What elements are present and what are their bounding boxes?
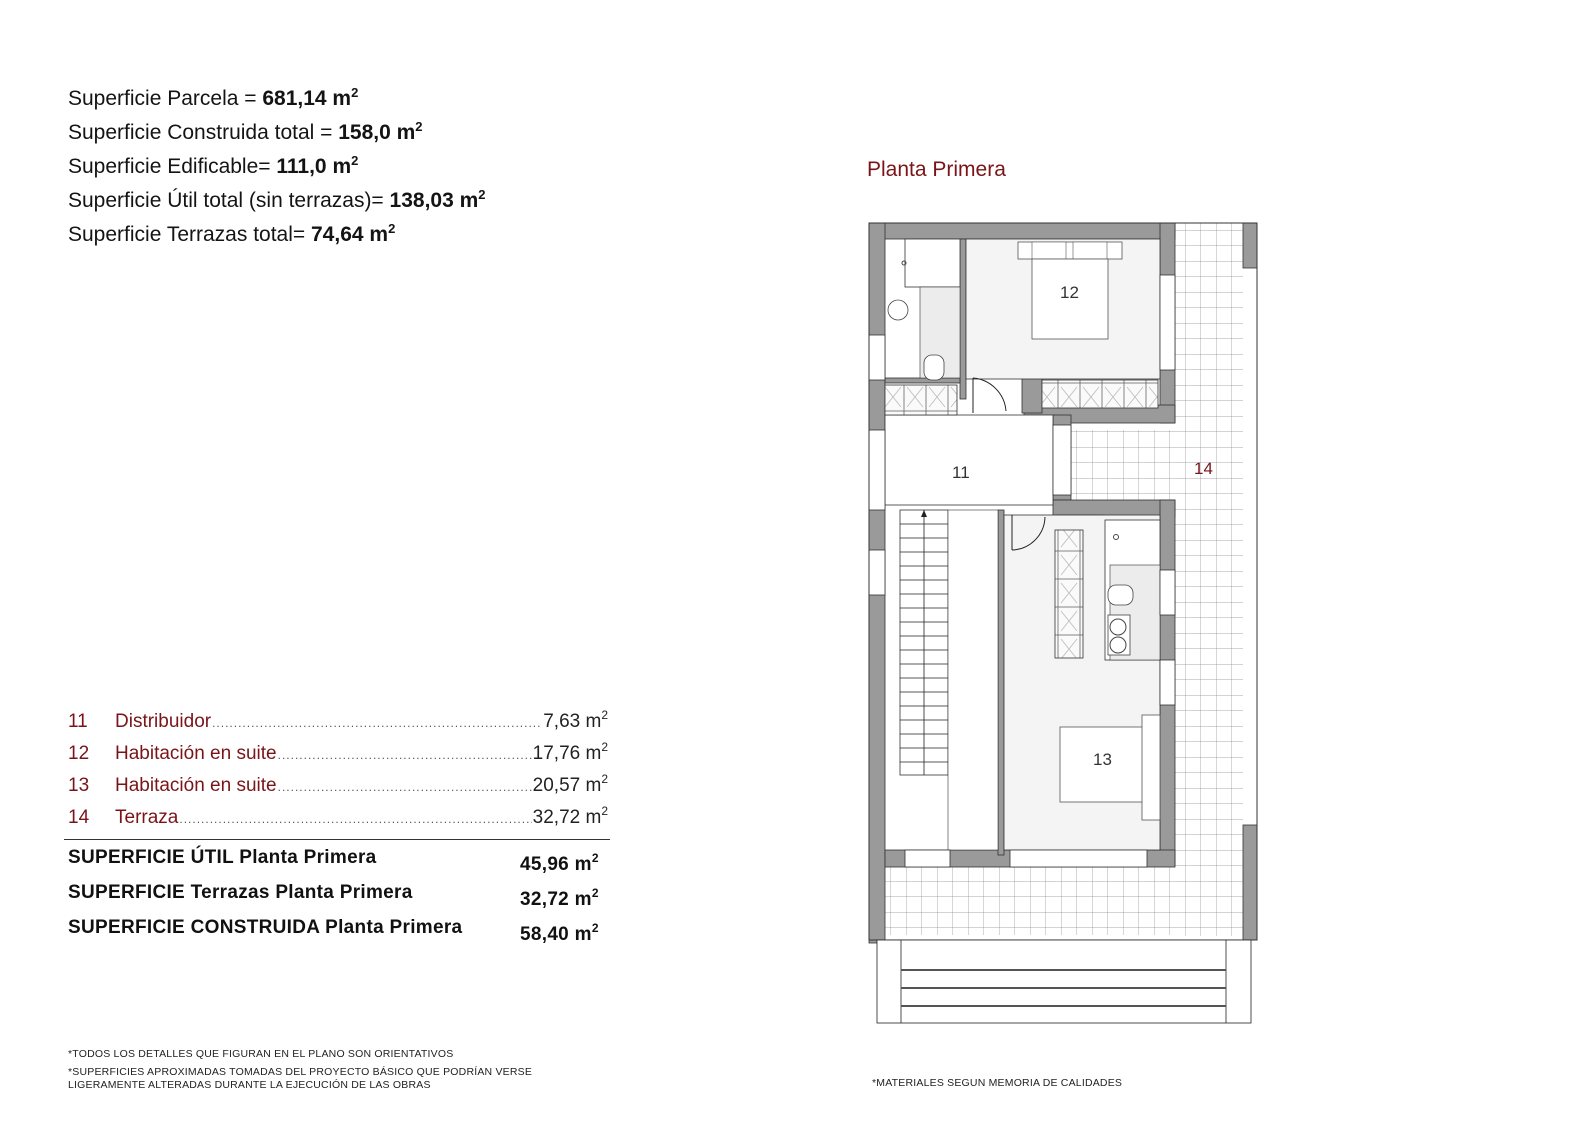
superscript: 2 [351,153,359,168]
superscript: 2 [415,119,423,134]
room-number: 12 [68,743,90,764]
superscript: 2 [388,221,396,236]
room-area [533,735,608,766]
plan-title: Planta Primera [867,158,1006,181]
superscript: 2 [601,772,608,786]
room-row [68,767,608,799]
total-value [520,915,608,950]
room-area [533,767,608,798]
summary-value: 681,14 m [262,87,352,110]
superscript: 2 [351,85,359,100]
summary-label: Superficie Terrazas total= [68,223,311,246]
terrace-tiles-east [1175,223,1243,936]
total-value [520,880,608,915]
dot-leader [212,711,542,735]
total-label: SUPERFICIE CONSTRUIDA Planta Primera [68,917,463,938]
total-row-construida [68,915,608,950]
footnote: *SUPERFICIES APROXIMADAS TOMADAS DEL PROYECTO BÁSICO QUE PODRÍAN VERSE [68,1066,533,1078]
summary-parcela [68,79,486,113]
terrace-tiles-south [885,865,1245,935]
superscript: 2 [601,708,608,722]
footnote-materials: *MATERIALES SEGUN MEMORIA DE CALIDADES [872,1077,1123,1089]
footnote: *TODOS LOS DETALLES QUE FIGURAN EN EL PLANO SON ORIENTATIVOS [68,1048,454,1060]
summary-construida [68,113,486,147]
floor-plan [860,215,1270,1035]
total-label: SUPERFICIE Terrazas Planta Primera [68,882,413,903]
shower-12 [905,239,960,287]
room-number: 11 [68,711,88,732]
summary-value: 158,0 m [338,121,416,144]
room-area-value: 20,57 m [532,775,602,796]
room-number: 14 [68,807,90,828]
summary-util [68,181,486,215]
room-label-14: 14 [1194,459,1213,478]
room-label-11: 11 [952,463,970,482]
summary-value: 74,64 m [311,223,389,246]
total-row-terrazas [68,880,608,915]
room-row [68,703,608,735]
terrace-tiles-mid [1070,430,1180,505]
room-row [68,735,608,767]
dot-leader [179,807,531,831]
total-label: SUPERFICIE ÚTIL Planta Primera [68,847,377,868]
total-row-util [68,845,608,880]
room-name: Habitación en suite [115,775,277,796]
superscript: 2 [601,804,608,818]
total-value-text: 58,40 m [520,924,592,945]
room-11-floor [885,415,1053,505]
balcony [877,940,1251,1023]
total-value-text: 45,96 m [520,854,592,875]
room-name: Habitación en suite [115,743,277,764]
room-list [68,703,608,831]
summary-label: Superficie Construida total = [68,121,339,144]
superscript: 2 [591,921,599,935]
room-area-value: 17,76 m [532,743,602,764]
total-value-text: 32,72 m [520,889,592,910]
footnotes-left [68,1048,532,1092]
dot-leader [278,775,532,799]
room-area-value: 7,63 m [543,711,602,732]
room-label-12: 12 [1060,283,1079,302]
summary-edificable [68,147,486,181]
floor-plan-drawing [860,215,1270,1035]
superscript: 2 [478,187,486,202]
superscript: 2 [591,851,599,865]
summary-label: Superficie Útil total (sin terrazas)= [68,189,390,212]
room-name: Terraza [115,807,179,828]
summary-value: 111,0 m [276,155,352,178]
footnote: LIGERAMENTE ALTERADAS DURANTE LA EJECUCIÓN DE LAS OBRAS [68,1079,431,1091]
room-row [68,799,608,831]
room-number: 13 [68,775,90,796]
room-area [543,703,608,734]
superscript: 2 [601,740,608,754]
room-area-value: 32,72 m [532,807,602,828]
divider [64,839,610,840]
summary-terrazas [68,215,486,249]
summary-value: 138,03 m [389,189,479,212]
superscript: 2 [591,886,599,900]
room-area [533,799,608,830]
summary-label: Superficie Edificable= [68,155,277,178]
room-name: Distribuidor [115,711,212,732]
total-value [520,845,608,880]
summary-label: Superficie Parcela = [68,87,263,110]
dot-leader [278,743,532,767]
totals-table [68,845,608,950]
area-summary [68,79,486,249]
room-label-13: 13 [1093,750,1112,769]
